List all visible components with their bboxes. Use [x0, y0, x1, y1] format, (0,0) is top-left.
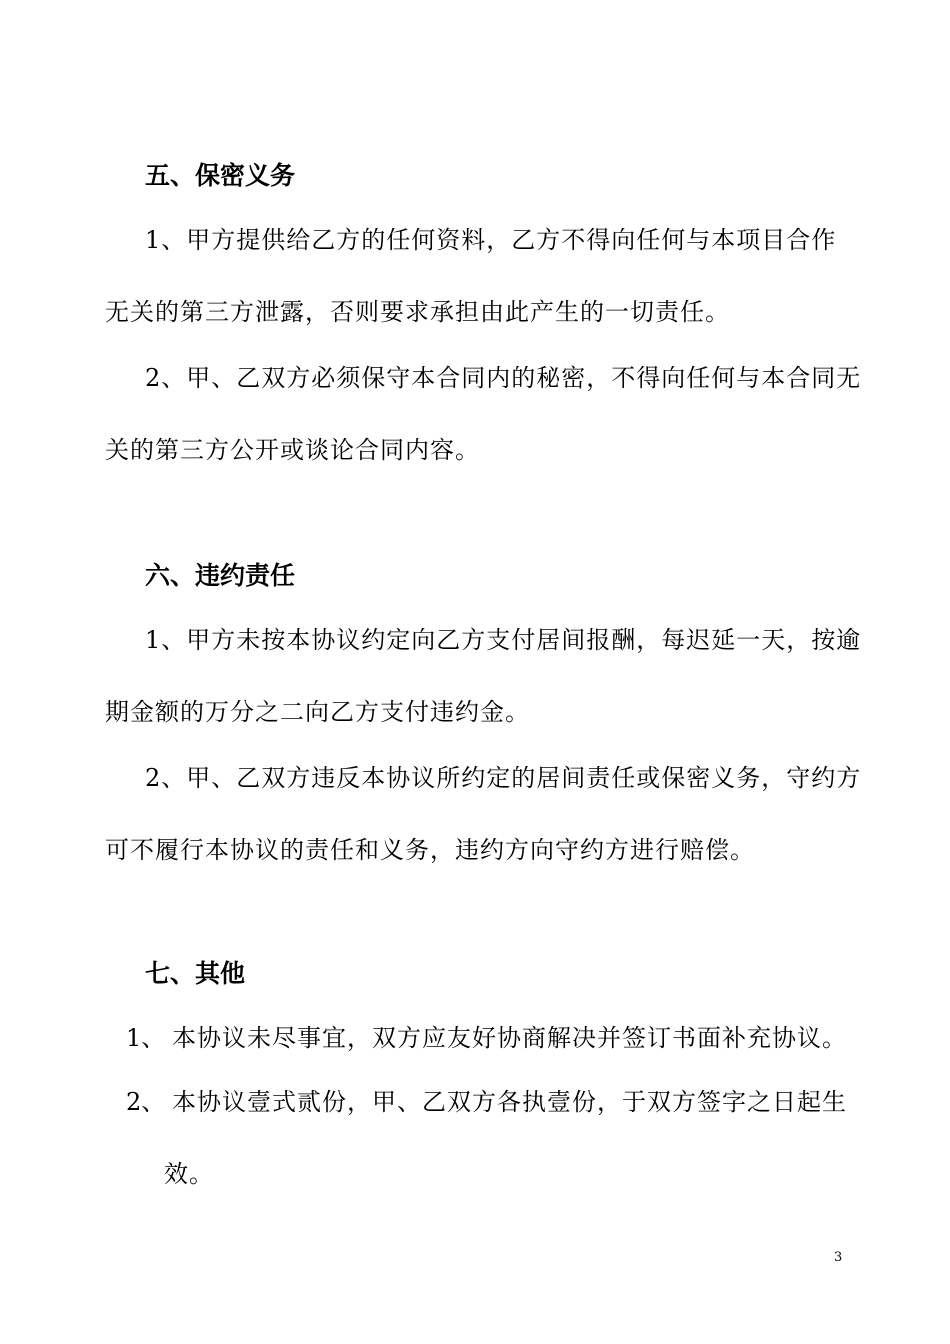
paragraph-line: 期金额的万分之二向乙方支付违约金。	[105, 698, 530, 726]
paragraph-line: 1、甲方提供给乙方的任何资料，乙方不得向任何与本项目合作	[145, 226, 837, 254]
paragraph-line: 2、甲、乙双方违反本协议所约定的居间责任或保密义务，守约方	[145, 764, 862, 792]
list-item-number: 2、	[126, 1088, 166, 1116]
section-heading-other: 七、其他	[145, 959, 246, 988]
page-number: 3	[834, 1250, 843, 1265]
list-item-text: 本协议未尽事宜，双方应友好协商解决并签订书面补充协议。	[172, 1024, 847, 1052]
section-heading-confidentiality: 五、保密义务	[145, 161, 296, 190]
list-item-continuation: 效。	[164, 1160, 214, 1188]
paragraph-line: 关的第三方公开或谈论合同内容。	[105, 436, 480, 464]
paragraph-line: 2、甲、乙双方必须保守本合同内的秘密，不得向任何与本合同无	[145, 364, 862, 392]
list-item-number: 1、	[126, 1024, 166, 1052]
paragraph-line: 无关的第三方泄露，否则要求承担由此产生的一切责任。	[105, 298, 730, 326]
paragraph-line: 可不履行本协议的责任和义务，违约方向守约方进行赔偿。	[105, 836, 755, 864]
list-item-text: 本协议壹式贰份，甲、乙双方各执壹份，于双方签字之日起生	[172, 1088, 847, 1116]
paragraph-line: 1、甲方未按本协议约定向乙方支付居间报酬，每迟延一天，按逾	[145, 626, 862, 654]
section-heading-breach-liability: 六、违约责任	[145, 561, 296, 590]
